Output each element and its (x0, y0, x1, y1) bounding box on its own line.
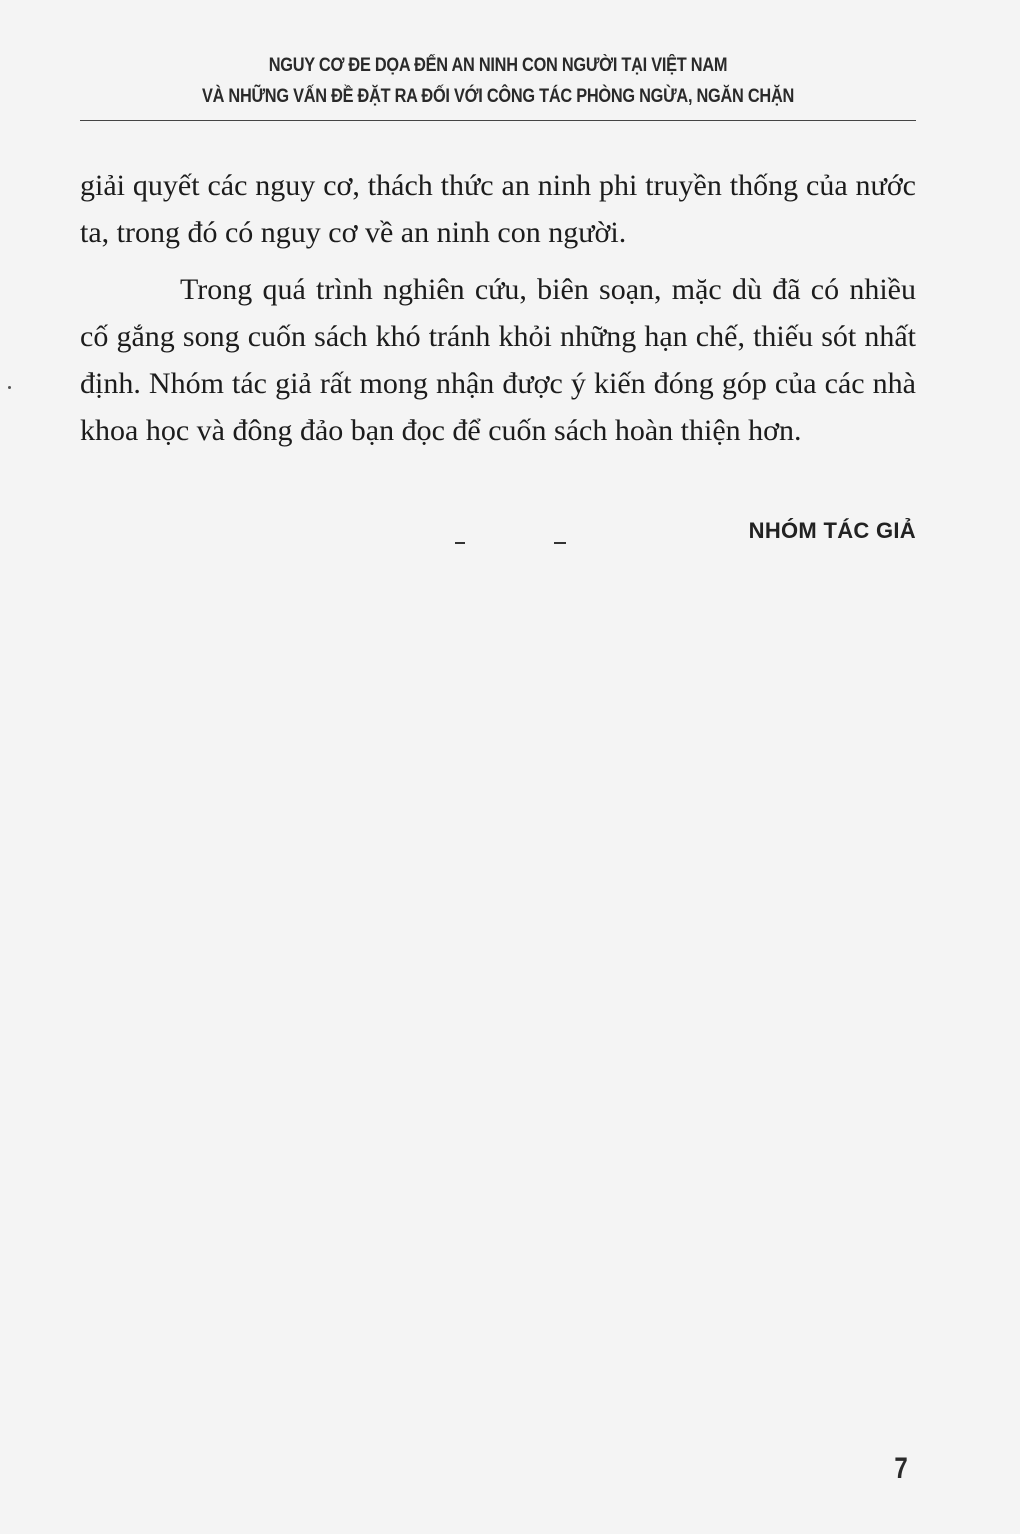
running-header (139, 50, 858, 112)
running-header-line-2: VÀ NHỮNG VẤN ĐỀ ĐẶT RA ĐỐI VỚI CÔNG TÁC PHÒNG NGỪA, NGĂN CHẶN (201, 86, 795, 107)
stray-mark-dot (8, 386, 11, 389)
stray-mark-dash (455, 542, 465, 544)
author-signature: NHÓM TÁC GIẢ (748, 518, 916, 543)
stray-mark-dash (554, 542, 566, 544)
running-header-line-1: NGUY CƠ ĐE DỌA ĐẾN AN NINH CON NGƯỜI TẠI VIỆT NAM (268, 55, 728, 76)
header-divider (80, 120, 916, 121)
page-number: 7 (894, 1452, 908, 1485)
body-text (80, 162, 916, 454)
paragraph-closing: Trong quá trình nghiên cứu, biên soạn, mặc dù đã có nhiều cố gắng song cuốn sách khó tránh khỏi những hạn chế, thiếu sót nhất định. Nhóm tác giả rất mong nhận được ý kiến đóng góp của các nhà khoa học và đông đảo bạn đọc để cuốn sách hoàn thiện hơn. (80, 273, 916, 447)
paragraph-continuation: giải quyết các nguy cơ, thách thức an ninh phi truyền thống của nước ta, trong đó có nguy cơ về an ninh con người. (80, 169, 916, 249)
